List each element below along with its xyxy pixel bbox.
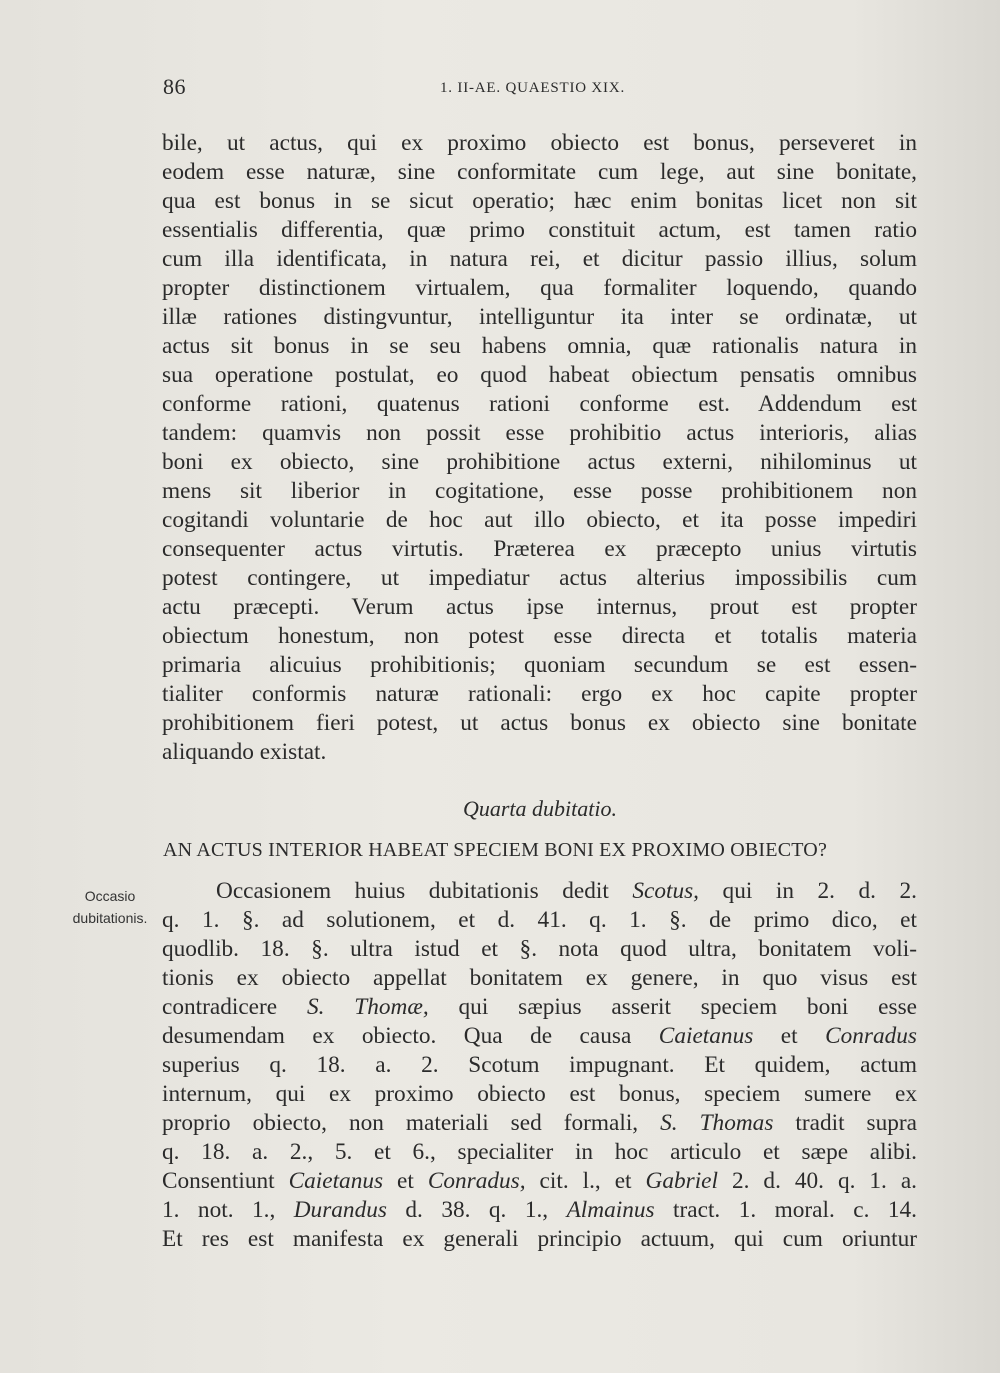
italic-name: Caietanus	[658, 1023, 754, 1049]
text-segment: Consentiunt	[162, 1168, 289, 1194]
running-head: 1. II-AE. QUAESTIO XIX.	[440, 80, 626, 96]
text-line	[162, 935, 917, 964]
text-segment: superius q. 18. a. 2. Scotum impugnant. Et quidem, actum	[162, 1052, 917, 1078]
text-segment: d. 38. q. 1.,	[386, 1197, 567, 1223]
text-line: primaria alicuius prohibitionis; quoniam secundum se est essen-	[162, 652, 917, 678]
text-line	[162, 1167, 917, 1196]
italic-name: Gabriel	[645, 1168, 718, 1194]
italic-name: S. Thomas	[660, 1110, 774, 1136]
italic-name: S. Thomæ,	[306, 994, 429, 1020]
italic-name: Almainus	[566, 1197, 655, 1223]
text-segment: qui in 2. d. 2.	[699, 878, 917, 904]
italic-name: Caietanus	[288, 1168, 384, 1194]
text-line	[162, 1196, 917, 1225]
text-line: eodem esse naturæ, sine conformitate cum lege, aut sine bonitate,	[162, 159, 917, 185]
question-heading: AN ACTUS INTERIOR HABEAT SPECIEM BONI EX PROXIMO OBIECTO?	[163, 839, 828, 861]
text-segment: Et res est manifesta ex generali principio actuum, qui cum oriuntur	[162, 1226, 917, 1252]
text-segment: tradit supra	[773, 1110, 918, 1136]
text-line	[162, 993, 917, 1022]
text-line: actu præcepti. Verum actus ipse internus, prout est propter	[162, 594, 917, 620]
italic-name: Conradus,	[427, 1168, 526, 1194]
text-line: tandem: quamvis non possit esse prohibitio actus interioris, alias	[162, 420, 917, 446]
text-line: obiectum honestum, non potest esse directa et totalis materia	[162, 623, 917, 649]
text-segment: qui sæpius asserit speciem boni esse	[428, 994, 917, 1020]
text-line: bile, ut actus, qui ex proximo obiecto est bonus, perseveret in	[162, 130, 917, 156]
italic-name: Scotus,	[632, 878, 700, 904]
text-segment: q. 18. a. 2., 5. et 6., specialiter in hoc articulo et sæpe alibi.	[162, 1139, 917, 1165]
page-number: 86	[163, 74, 186, 99]
text-line: actus sit bonus in se seu habens omnia, quæ rationalis natura in	[162, 333, 917, 359]
text-line: essentialis differentia, quæ primo constituit actum, est tamen ratio	[162, 217, 917, 243]
text-segment: 2. d. 40. q. 1. a.	[718, 1168, 918, 1194]
text-line	[162, 1109, 917, 1138]
text-line: propter distinctionem virtualem, qua formaliter loquendo, quando	[162, 275, 917, 301]
text-line	[162, 964, 917, 993]
paragraph-occasio	[162, 877, 917, 1254]
text-line	[162, 1080, 917, 1109]
text-line: sua operatione postulat, eo quod habeat obiectum pensatis omnibus	[162, 362, 917, 388]
text-segment: desumendam ex obiecto. Qua de causa	[162, 1023, 659, 1049]
text-line: cum illa identificata, in natura rei, et dicitur passio illius, solum	[162, 246, 917, 272]
marginal-note-line: Occasio	[84, 888, 136, 904]
text-segment: tionis ex obiecto appellat bonitatem ex genere, in quo visus est	[162, 965, 917, 991]
text-line	[162, 1022, 917, 1051]
text-line	[162, 1138, 917, 1167]
marginal-note-line: dubitationis.	[72, 910, 148, 926]
text-line: qua est bonus in se sicut operatio; hæc enim bonitas licet non sit	[162, 188, 917, 214]
text-line: mens sit liberior in cogitatione, esse posse prohibitionem non	[162, 478, 917, 504]
italic-name: Conradus	[825, 1023, 917, 1049]
paragraph-continued	[162, 129, 917, 767]
text-line: consequenter actus virtutis. Præterea ex præcepto unius virtutis	[162, 536, 917, 562]
text-segment: 1. not. 1.,	[162, 1197, 294, 1223]
text-segment: proprio obiecto, non materiali sed formali,	[162, 1110, 661, 1136]
text-segment: tract. 1. moral. c. 14.	[654, 1197, 917, 1223]
text-segment: internum, qui ex proximo obiecto est bonus, speciem sumere ex	[162, 1081, 917, 1107]
text-segment: Occasionem huius dubitationis dedit	[216, 878, 633, 904]
text-line	[162, 1225, 917, 1254]
text-segment: q. 1. §. ad solutionem, et d. 41. q. 1. §. de primo dico, et	[162, 907, 917, 933]
text-line	[162, 906, 917, 935]
text-segment: quodlib. 18. §. ultra istud et §. nota quod ultra, bonitatem voli-	[162, 936, 917, 962]
section-title: Quarta dubitatio.	[462, 796, 617, 821]
text-line: aliquando existat.	[162, 739, 327, 765]
text-line: conforme rationi, quatenus rationi conforme est. Addendum est	[162, 391, 917, 417]
marginal-note	[60, 885, 160, 929]
italic-name: Durandus	[293, 1197, 387, 1223]
text-line	[162, 1051, 917, 1080]
text-line: cogitandi voluntarie de hoc aut illo obiecto, et ita posse impediri	[162, 507, 917, 533]
text-line: potest contingere, ut impediatur actus alterius impossibilis cum	[162, 565, 917, 591]
text-segment: contradicere	[162, 994, 307, 1020]
text-segment: et	[383, 1168, 428, 1194]
text-line	[162, 877, 917, 906]
text-line: illæ rationes distingvuntur, intelliguntur ita inter se ordinatæ, ut	[162, 304, 917, 330]
text-segment: cit. l., et	[525, 1168, 646, 1194]
text-line: prohibitionem fieri potest, ut actus bonus ex obiecto sine bonitate	[162, 710, 917, 736]
text-line: tialiter conformis naturæ rationali: ergo ex hoc capite propter	[162, 681, 917, 707]
text-line: boni ex obiecto, sine prohibitione actus externi, nihilominus ut	[162, 449, 917, 475]
text-segment: et	[753, 1023, 826, 1049]
